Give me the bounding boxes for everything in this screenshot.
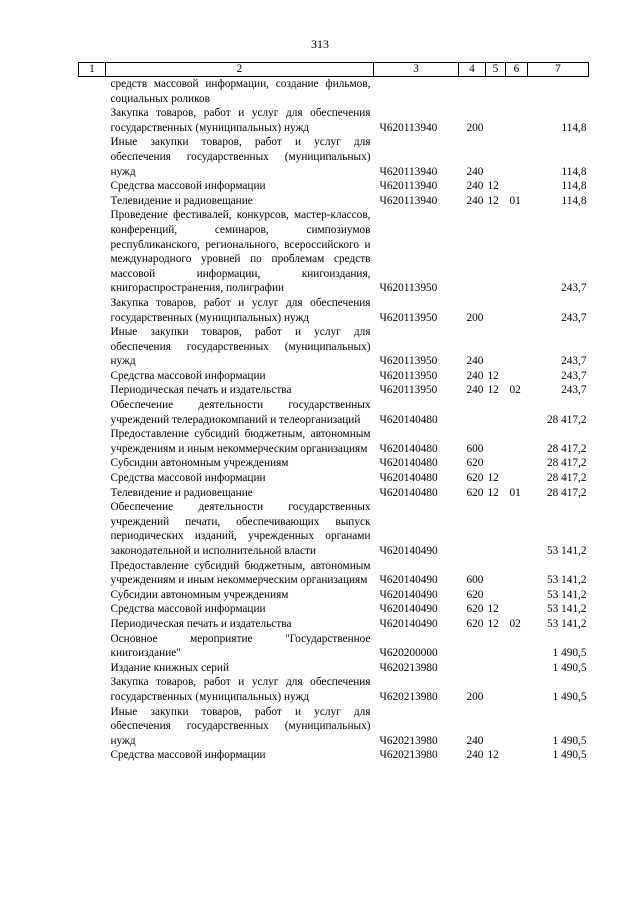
target-code: Ч620140480 bbox=[379, 457, 438, 470]
subsection: 01 bbox=[509, 486, 521, 499]
expense-type bbox=[459, 208, 486, 296]
subsection bbox=[506, 179, 528, 194]
cell-empty bbox=[79, 661, 106, 676]
target-code: Ч620140490 bbox=[379, 574, 438, 587]
table-row bbox=[79, 194, 589, 209]
table-row bbox=[79, 106, 589, 135]
table-row bbox=[79, 617, 589, 632]
amount: 1 490,5 bbox=[552, 647, 587, 660]
cell-empty bbox=[79, 369, 106, 384]
column-header: 3 bbox=[374, 63, 459, 77]
expense-type bbox=[459, 77, 486, 107]
subsection bbox=[506, 661, 528, 676]
table-row bbox=[79, 383, 589, 398]
section bbox=[486, 588, 506, 603]
column-header: 6 bbox=[506, 63, 528, 77]
table-row bbox=[79, 77, 589, 107]
item-name: Предоставление субсидий бюджетным, автономным учреждениям и иным некоммерческим организациям bbox=[110, 559, 371, 587]
page-number: 313 bbox=[311, 37, 329, 51]
item-name: Телевидение и радиовещание bbox=[110, 486, 253, 499]
expense-type: 240 bbox=[466, 180, 484, 193]
cell-empty bbox=[79, 705, 106, 749]
target-code: Ч620113950 bbox=[379, 355, 438, 368]
target-code: Ч620113950 bbox=[379, 384, 438, 397]
subsection bbox=[506, 77, 528, 107]
cell-empty bbox=[79, 106, 106, 135]
cell-empty bbox=[79, 296, 106, 325]
amount: 243,7 bbox=[561, 355, 587, 368]
section bbox=[486, 325, 506, 369]
subsection bbox=[506, 325, 528, 369]
expense-type: 600 bbox=[466, 442, 484, 455]
subsection bbox=[506, 427, 528, 456]
subsection bbox=[506, 500, 528, 558]
table-row bbox=[79, 500, 589, 558]
table-header-row bbox=[79, 63, 589, 77]
expense-type: 200 bbox=[466, 311, 484, 324]
target-code: Ч620113940 bbox=[379, 180, 438, 193]
table-row bbox=[79, 486, 589, 501]
subsection: 02 bbox=[509, 617, 521, 630]
section bbox=[486, 661, 506, 676]
section bbox=[486, 398, 506, 427]
item-name: средств массовой информации, создание фильмов, социальных роликов bbox=[110, 78, 371, 105]
cell-empty bbox=[79, 748, 106, 763]
expense-type: 240 bbox=[466, 355, 484, 368]
table-row bbox=[79, 661, 589, 676]
column-header: 4 bbox=[459, 63, 486, 77]
amount: 28 417,2 bbox=[546, 413, 587, 426]
section bbox=[486, 559, 506, 588]
subsection bbox=[506, 398, 528, 427]
target-code: Ч620140480 bbox=[379, 413, 438, 426]
amount: 114,8 bbox=[561, 194, 587, 207]
item-name: Средства массовой информации bbox=[110, 180, 266, 193]
subsection bbox=[506, 705, 528, 749]
item-name: Обеспечение деятельности государственных учреждений телерадиокомпаний и телеорганизаций bbox=[110, 399, 371, 426]
section bbox=[486, 427, 506, 456]
item-name: Субсидии автономным учреждениям bbox=[110, 588, 289, 601]
section: 12 bbox=[487, 603, 499, 616]
expense-type: 600 bbox=[466, 574, 484, 587]
expense-type: 240 bbox=[466, 749, 484, 762]
expense-type bbox=[459, 398, 486, 427]
cell-empty bbox=[79, 500, 106, 558]
subsection bbox=[506, 748, 528, 763]
amount: 1 490,5 bbox=[552, 690, 587, 703]
cell-empty bbox=[79, 632, 106, 661]
amount: 53 141,2 bbox=[546, 588, 587, 601]
expense-type: 240 bbox=[466, 369, 484, 382]
table-row bbox=[79, 369, 589, 384]
subsection bbox=[506, 456, 528, 471]
section bbox=[486, 675, 506, 704]
expense-type: 620 bbox=[466, 617, 484, 630]
amount: 53 141,2 bbox=[546, 617, 587, 630]
target-code: Ч620113940 bbox=[379, 165, 438, 178]
subsection bbox=[506, 632, 528, 661]
cell-empty bbox=[79, 179, 106, 194]
column-header: 7 bbox=[528, 63, 589, 77]
cell-empty bbox=[79, 471, 106, 486]
section: 12 bbox=[487, 486, 499, 499]
amount: 1 490,5 bbox=[552, 749, 587, 762]
amount: 1 490,5 bbox=[552, 734, 587, 747]
target-code: Ч620213980 bbox=[379, 690, 438, 703]
table-row bbox=[79, 559, 589, 588]
cell-empty bbox=[79, 617, 106, 632]
target-code: Ч620113940 bbox=[379, 121, 438, 134]
section bbox=[486, 77, 506, 107]
subsection bbox=[506, 602, 528, 617]
target-code: Ч620140490 bbox=[379, 588, 438, 601]
item-name: Средства массовой информации bbox=[110, 369, 266, 382]
table-body bbox=[79, 77, 589, 763]
column-header: 2 bbox=[106, 63, 374, 77]
cell-empty bbox=[79, 559, 106, 588]
expense-type: 240 bbox=[466, 734, 484, 747]
subsection bbox=[506, 675, 528, 704]
table-row bbox=[79, 398, 589, 427]
subsection bbox=[506, 471, 528, 486]
table-row bbox=[79, 296, 589, 325]
target-code: Ч620213980 bbox=[379, 734, 438, 747]
amount: 243,7 bbox=[561, 369, 587, 382]
table-row bbox=[79, 427, 589, 456]
subsection bbox=[506, 559, 528, 588]
section bbox=[486, 135, 506, 179]
target-code: Ч620213980 bbox=[379, 661, 438, 674]
item-name: Издание книжных серий bbox=[110, 661, 230, 674]
target-code: Ч620140490 bbox=[379, 545, 438, 557]
section bbox=[486, 500, 506, 558]
table-row bbox=[79, 632, 589, 661]
section: 12 bbox=[487, 384, 499, 397]
target-code: Ч620200000 bbox=[379, 647, 438, 660]
cell-empty bbox=[79, 427, 106, 456]
section bbox=[486, 208, 506, 296]
item-name: Телевидение и радиовещание bbox=[110, 194, 253, 207]
cell-empty bbox=[79, 77, 106, 107]
amount: 114,8 bbox=[561, 180, 587, 193]
target-code: Ч620213980 bbox=[379, 749, 438, 762]
table-row bbox=[79, 675, 589, 704]
cell-empty bbox=[79, 325, 106, 369]
subsection bbox=[506, 369, 528, 384]
cell-empty bbox=[79, 486, 106, 501]
amount: 28 417,2 bbox=[546, 442, 587, 455]
amount: 114,8 bbox=[561, 165, 587, 178]
section bbox=[486, 705, 506, 749]
expense-type: 620 bbox=[466, 472, 484, 485]
target-code: Ч620113940 bbox=[379, 194, 438, 207]
item-name: Иные закупки товаров, работ и услуг для обеспечения государственных (муниципальных) нужд bbox=[110, 136, 371, 178]
table-row bbox=[79, 179, 589, 194]
target-code: Ч620113950 bbox=[379, 282, 438, 295]
table-row bbox=[79, 705, 589, 749]
cell-empty bbox=[79, 588, 106, 603]
subsection bbox=[506, 296, 528, 325]
target-code: Ч620113950 bbox=[379, 311, 438, 324]
amount: 53 141,2 bbox=[546, 545, 587, 557]
expense-type: 620 bbox=[466, 486, 484, 499]
cell-empty bbox=[79, 135, 106, 179]
target-code: Ч620140480 bbox=[379, 486, 438, 499]
table-row bbox=[79, 325, 589, 369]
amount: 28 417,2 bbox=[546, 486, 587, 499]
expense-type: 620 bbox=[466, 588, 484, 601]
amount: 28 417,2 bbox=[546, 457, 587, 470]
cell-empty bbox=[79, 194, 106, 209]
amount: 28 417,2 bbox=[546, 472, 587, 485]
table-row bbox=[79, 456, 589, 471]
target-code: Ч620140480 bbox=[379, 472, 438, 485]
item-name: Основное мероприятие "Государственное книгоиздание" bbox=[110, 632, 371, 660]
table-row bbox=[79, 602, 589, 617]
item-name: Закупка товаров, работ и услуг для обеспечения государственных (муниципальных) нужд bbox=[110, 296, 371, 324]
expense-type bbox=[459, 500, 486, 558]
amount: 114,8 bbox=[561, 121, 587, 134]
item-name: Средства массовой информации bbox=[110, 603, 266, 616]
item-name: Предоставление субсидий бюджетным, автономным учреждениям и иным некоммерческим организациям bbox=[110, 428, 371, 455]
item-name: Периодическая печать и издательства bbox=[110, 384, 292, 397]
amount: 53 141,2 bbox=[546, 603, 587, 616]
amount bbox=[528, 77, 589, 107]
subsection: 01 bbox=[509, 194, 521, 207]
expense-type: 200 bbox=[466, 690, 484, 703]
section: 12 bbox=[487, 194, 499, 207]
expense-type: 240 bbox=[466, 384, 484, 397]
item-name: Периодическая печать и издательства bbox=[110, 617, 292, 630]
table-row bbox=[79, 135, 589, 179]
item-name: Субсидии автономным учреждениям bbox=[110, 457, 289, 470]
section bbox=[486, 106, 506, 135]
target-code bbox=[374, 77, 459, 107]
section bbox=[486, 296, 506, 325]
amount: 1 490,5 bbox=[552, 661, 587, 674]
section bbox=[486, 632, 506, 661]
section: 12 bbox=[487, 749, 499, 762]
section: 12 bbox=[487, 180, 499, 193]
expense-type: 620 bbox=[466, 603, 484, 616]
amount: 243,7 bbox=[561, 282, 587, 295]
subsection bbox=[506, 208, 528, 296]
target-code: Ч620140490 bbox=[379, 603, 438, 616]
expense-type bbox=[459, 661, 486, 676]
item-name: Иные закупки товаров, работ и услуг для обеспечения государственных (муниципальных) нужд bbox=[110, 326, 371, 368]
item-name: Закупка товаров, работ и услуг для обеспечения государственных (муниципальных) нужд bbox=[110, 107, 371, 134]
item-name: Средства массовой информации bbox=[110, 472, 266, 485]
cell-empty bbox=[79, 675, 106, 704]
target-code: Ч620140480 bbox=[379, 442, 438, 455]
amount: 53 141,2 bbox=[546, 574, 587, 587]
amount: 243,7 bbox=[561, 384, 587, 397]
table-row bbox=[79, 471, 589, 486]
table-row bbox=[79, 208, 589, 296]
cell-empty bbox=[79, 208, 106, 296]
expense-type: 200 bbox=[466, 121, 484, 134]
subsection: 02 bbox=[509, 384, 521, 397]
item-name: Иные закупки товаров, работ и услуг для обеспечения государственных (муниципальных) нужд bbox=[110, 705, 371, 747]
item-name: Средства массовой информации bbox=[110, 749, 266, 762]
cell-empty bbox=[79, 456, 106, 471]
expense-type bbox=[459, 632, 486, 661]
table-row bbox=[79, 748, 589, 763]
section: 12 bbox=[487, 472, 499, 485]
expense-type: 620 bbox=[466, 457, 484, 470]
subsection bbox=[506, 135, 528, 179]
section: 12 bbox=[487, 369, 499, 382]
section: 12 bbox=[487, 617, 499, 630]
item-name: Обеспечение деятельности государственных учреждений печати, обеспечивающих выпуск периодических изданий, учрежденных органами законодательной и исполнительной власти bbox=[110, 501, 371, 557]
column-header: 1 bbox=[79, 63, 106, 77]
budget-table bbox=[78, 62, 589, 763]
expense-type: 240 bbox=[466, 194, 484, 207]
cell-empty bbox=[79, 602, 106, 617]
target-code: Ч620140490 bbox=[379, 617, 438, 630]
amount: 243,7 bbox=[561, 311, 587, 324]
section bbox=[486, 456, 506, 471]
table-row bbox=[79, 588, 589, 603]
expense-type: 240 bbox=[466, 165, 484, 178]
cell-empty bbox=[79, 398, 106, 427]
column-header: 5 bbox=[486, 63, 506, 77]
subsection bbox=[506, 106, 528, 135]
item-name: Закупка товаров, работ и услуг для обеспечения государственных (муниципальных) нужд bbox=[110, 676, 371, 703]
subsection bbox=[506, 588, 528, 603]
target-code: Ч620113950 bbox=[379, 369, 438, 382]
item-name: Проведение фестивалей, конкурсов, мастер-классов, конференций, семинаров, симпозиумов республиканского, регионального, всероссийского и международного уровней по проблемам средств массовой информации, книгоиздания, книгораспространения, полиграфии bbox=[110, 209, 371, 295]
cell-empty bbox=[79, 383, 106, 398]
